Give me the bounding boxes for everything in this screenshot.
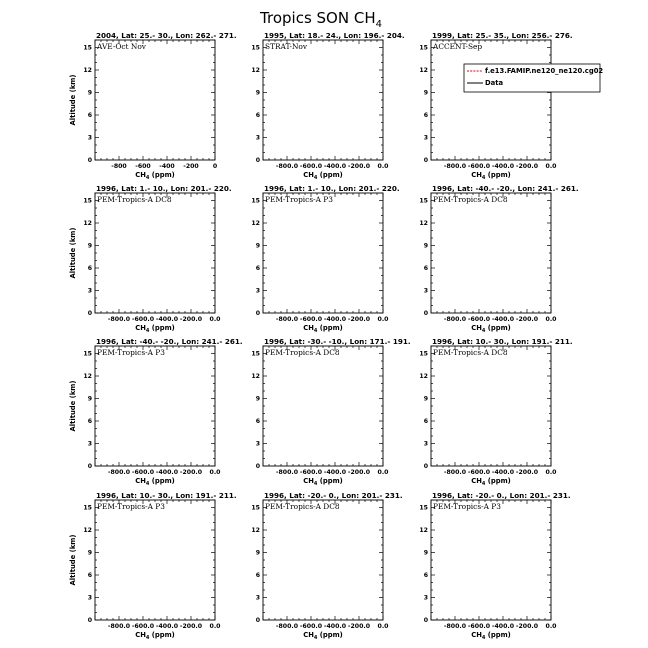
x-tick-label: -200.0	[179, 316, 203, 323]
x-axis-label-text: CH	[135, 324, 146, 332]
x-tick-label: -200.0	[347, 469, 371, 476]
x-tick-label: -800	[111, 163, 127, 170]
x-tick-label: -200.0	[515, 316, 539, 323]
x-tick-label: -400.0	[491, 469, 515, 476]
panel-header: 1996, Lat: -40.- -20., Lon: 241.- 261.	[96, 337, 243, 346]
x-axis-label-unit: (ppm)	[317, 631, 343, 639]
x-tick-label: -400.0	[491, 623, 515, 630]
x-axis-label-subscript: 4	[313, 328, 318, 334]
x-axis-label-unit: (ppm)	[149, 477, 175, 485]
x-axis-label-subscript: 4	[481, 481, 486, 487]
y-tick-label: 0	[87, 157, 92, 164]
x-tick-label: -600.0	[299, 316, 323, 323]
chart-title-text: Tropics SON CH	[260, 9, 376, 27]
x-tick-label: -600.0	[131, 469, 155, 476]
plot-frame	[263, 193, 383, 313]
x-tick-label: -800.0	[275, 469, 299, 476]
y-tick-label: 12	[251, 67, 260, 74]
y-tick-label: 12	[419, 220, 428, 227]
x-tick-label: 0.0	[377, 163, 389, 170]
y-tick-label: 12	[83, 67, 92, 74]
y-tick-label: 15	[419, 197, 428, 205]
x-axis-label-text: CH	[303, 477, 314, 485]
y-tick-label: 15	[419, 350, 428, 358]
legend-label: Data	[485, 79, 504, 87]
y-tick-label: 6	[87, 265, 92, 272]
y-tick-label: 3	[87, 134, 92, 142]
chart-title-subscript: 4	[375, 19, 382, 30]
y-tick-label: 3	[87, 594, 92, 602]
x-tick-label: -800.0	[443, 163, 467, 170]
panel	[69, 337, 243, 487]
y-tick-label: 9	[423, 549, 428, 557]
x-axis-label-text: CH	[471, 477, 482, 485]
panel-label: PEM-Tropics-A DC8	[433, 195, 508, 204]
x-tick-label: 0.0	[545, 316, 557, 323]
panel-grid	[69, 31, 603, 641]
y-tick-label: 15	[251, 350, 260, 358]
plot-frame	[431, 500, 551, 620]
x-tick-label: -400.0	[155, 623, 179, 630]
y-axis-label: Altitude (km)	[69, 74, 77, 126]
y-tick-label: 6	[423, 265, 428, 272]
x-tick-label: -600.0	[299, 163, 323, 170]
y-tick-label: 6	[255, 265, 260, 272]
x-tick-label: -800.0	[275, 163, 299, 170]
x-tick-label: 0.0	[377, 623, 389, 630]
y-tick-label: 0	[255, 157, 260, 164]
y-tick-label: 15	[251, 197, 260, 205]
y-axis-label: Altitude (km)	[69, 380, 77, 432]
x-tick-label: -400.0	[323, 623, 347, 630]
plot-frame	[431, 193, 551, 313]
y-tick-label: 15	[251, 44, 260, 52]
panel-header: 1996, Lat: -20.- 0., Lon: 201.- 231.	[432, 491, 571, 500]
panel-header: 1996, Lat: 1.- 10., Lon: 201.- 220.	[96, 184, 232, 193]
y-tick-label: 6	[255, 572, 260, 579]
x-tick-label: -600.0	[467, 316, 491, 323]
x-axis-label	[471, 631, 511, 641]
y-tick-label: 9	[87, 242, 92, 250]
x-axis-label-unit: (ppm)	[149, 631, 175, 639]
y-tick-label: 6	[87, 112, 92, 119]
y-tick-label: 12	[251, 373, 260, 380]
y-tick-label: 9	[255, 549, 260, 557]
plot-frame	[431, 40, 551, 160]
plot-frame	[263, 346, 383, 466]
x-axis-label-subscript: 4	[313, 481, 318, 487]
x-tick-label: -200.0	[347, 623, 371, 630]
x-axis-label-text: CH	[303, 631, 314, 639]
y-axis-label: Altitude (km)	[69, 227, 77, 279]
legend-label: f.e13.FAMIP.ne120_ne120.cg02	[485, 67, 604, 75]
x-axis-label-unit: (ppm)	[149, 324, 175, 332]
x-tick-label: 0.0	[209, 469, 221, 476]
y-tick-label: 6	[87, 418, 92, 425]
panel-label: PEM-Tropics-A P3	[97, 502, 165, 511]
x-axis-label	[303, 324, 343, 334]
y-tick-label: 12	[251, 220, 260, 227]
x-tick-label: 0.0	[377, 469, 389, 476]
y-tick-label: 9	[423, 395, 428, 403]
y-axis-label: Altitude (km)	[69, 534, 77, 586]
x-tick-label: 0.0	[545, 469, 557, 476]
x-axis-label	[135, 324, 175, 334]
y-tick-label: 6	[423, 418, 428, 425]
x-tick-label: -400.0	[323, 316, 347, 323]
panel-label: PEM-Tropics-A DC8	[265, 348, 340, 357]
x-tick-label: -600.0	[299, 469, 323, 476]
plot-frame	[263, 500, 383, 620]
x-tick-label: -600.0	[467, 163, 491, 170]
panel	[251, 184, 399, 334]
y-tick-label: 0	[423, 617, 428, 624]
panel	[419, 31, 603, 181]
x-axis-label	[135, 477, 175, 487]
x-tick-label: 0	[212, 163, 218, 170]
x-tick-label: -400	[159, 163, 175, 170]
panel	[251, 31, 404, 181]
x-axis-label-subscript: 4	[481, 635, 486, 641]
x-axis-label-subscript: 4	[481, 328, 486, 334]
y-tick-label: 3	[255, 440, 260, 448]
panel-header: 2004, Lat: 25.- 30., Lon: 262.- 271.	[96, 31, 237, 40]
plot-frame	[95, 346, 215, 466]
panel-label: PEM-Tropics-A P3	[265, 195, 333, 204]
x-tick-label: -200.0	[179, 623, 203, 630]
x-tick-label: -600	[135, 163, 151, 170]
y-tick-label: 15	[419, 44, 428, 52]
y-tick-label: 9	[87, 395, 92, 403]
y-tick-label: 0	[87, 617, 92, 624]
panel	[419, 491, 570, 641]
y-tick-label: 3	[423, 594, 428, 602]
y-tick-label: 3	[255, 287, 260, 295]
x-tick-label: -800.0	[443, 623, 467, 630]
x-axis-label-subscript: 4	[145, 481, 150, 487]
y-tick-label: 6	[423, 112, 428, 119]
x-axis-label	[471, 171, 511, 181]
y-tick-label: 0	[87, 463, 92, 470]
x-tick-label: -600.0	[299, 623, 323, 630]
x-axis-label-unit: (ppm)	[317, 477, 343, 485]
x-tick-label: -200.0	[179, 469, 203, 476]
x-tick-label: -200.0	[515, 163, 539, 170]
x-axis-label-subscript: 4	[313, 635, 318, 641]
x-tick-label: -400.0	[155, 316, 179, 323]
y-tick-label: 15	[83, 44, 92, 52]
panel	[69, 491, 237, 641]
y-tick-label: 6	[255, 112, 260, 119]
x-axis-label-text: CH	[135, 171, 146, 179]
x-axis-label-subscript: 4	[313, 175, 318, 181]
y-tick-label: 3	[87, 440, 92, 448]
panel-label: AVE-Oct Nov	[97, 42, 146, 51]
x-tick-label: -800.0	[107, 469, 131, 476]
plot-frame	[431, 346, 551, 466]
y-tick-label: 3	[423, 287, 428, 295]
x-axis-label-text: CH	[135, 631, 146, 639]
plot-frame	[263, 40, 383, 160]
y-tick-label: 12	[419, 527, 428, 534]
x-axis-label	[303, 477, 343, 487]
x-axis-label-subscript: 4	[481, 175, 486, 181]
y-tick-label: 6	[87, 572, 92, 579]
x-tick-label: -800.0	[275, 623, 299, 630]
panel	[251, 491, 402, 641]
panel	[251, 337, 410, 487]
panel-header: 1996, Lat: 1.- 10., Lon: 201.- 220.	[264, 184, 400, 193]
y-tick-label: 15	[83, 197, 92, 205]
x-tick-label: -200.0	[515, 469, 539, 476]
y-tick-label: 15	[83, 350, 92, 358]
x-axis-label-text: CH	[471, 631, 482, 639]
x-axis-label	[303, 631, 343, 641]
x-axis-label-subscript: 4	[145, 175, 150, 181]
panel	[419, 337, 572, 487]
y-tick-label: 0	[423, 157, 428, 164]
chart-title	[259, 9, 382, 30]
x-axis-label-unit: (ppm)	[485, 477, 511, 485]
x-axis-label-text: CH	[135, 477, 146, 485]
x-axis-label	[303, 171, 343, 181]
y-tick-label: 9	[87, 89, 92, 97]
panel-label: PEM-Tropics-A DC8	[265, 502, 340, 511]
y-tick-label: 0	[423, 310, 428, 317]
x-tick-label: 0.0	[545, 163, 557, 170]
x-tick-label: -800.0	[443, 316, 467, 323]
y-tick-label: 12	[83, 373, 92, 380]
y-tick-label: 3	[255, 594, 260, 602]
y-tick-label: 9	[423, 89, 428, 97]
y-tick-label: 3	[423, 440, 428, 448]
y-tick-label: 0	[255, 310, 260, 317]
y-tick-label: 3	[423, 134, 428, 142]
y-tick-label: 12	[83, 527, 92, 534]
y-tick-label: 15	[83, 504, 92, 512]
y-tick-label: 12	[251, 527, 260, 534]
panel	[419, 184, 578, 334]
panel-header: 1995, Lat: 18.- 24., Lon: 196.- 204.	[264, 31, 405, 40]
panel-header: 1996, Lat: -40.- -20., Lon: 241.- 261.	[432, 184, 579, 193]
x-tick-label: 0.0	[209, 623, 221, 630]
x-axis-label	[135, 631, 175, 641]
x-tick-label: -600.0	[131, 623, 155, 630]
y-tick-label: 9	[87, 549, 92, 557]
y-tick-label: 0	[255, 463, 260, 470]
x-axis-label-unit: (ppm)	[485, 171, 511, 179]
x-axis-label-unit: (ppm)	[485, 631, 511, 639]
x-axis-label-text: CH	[471, 324, 482, 332]
y-tick-label: 6	[423, 572, 428, 579]
x-axis-label-text: CH	[303, 324, 314, 332]
x-axis-label-text: CH	[471, 171, 482, 179]
x-axis-label	[471, 324, 511, 334]
panel-label: PEM-Tropics-A P3	[97, 348, 165, 357]
y-tick-label: 3	[255, 134, 260, 142]
x-tick-label: -800.0	[107, 623, 131, 630]
panel	[69, 31, 237, 181]
x-tick-label: -400.0	[491, 316, 515, 323]
panel-label: PEM-Tropics-A DC8	[97, 195, 172, 204]
x-axis-label	[135, 171, 175, 181]
y-tick-label: 12	[83, 220, 92, 227]
panel-header: 1996, Lat: -30.- -10., Lon: 171.- 191.	[264, 337, 411, 346]
x-axis-label-subscript: 4	[145, 635, 150, 641]
panel-header: 1996, Lat: 10.- 30., Lon: 191.- 211.	[432, 337, 573, 346]
x-tick-label: -600.0	[467, 469, 491, 476]
x-tick-label: -200.0	[515, 623, 539, 630]
panel	[69, 184, 232, 334]
x-tick-label: -400.0	[491, 163, 515, 170]
y-tick-label: 9	[255, 89, 260, 97]
x-axis-label	[471, 477, 511, 487]
plot-frame	[95, 500, 215, 620]
x-tick-label: -800.0	[275, 316, 299, 323]
y-tick-label: 9	[423, 242, 428, 250]
x-tick-label: -200.0	[347, 163, 371, 170]
x-tick-label: -800.0	[107, 316, 131, 323]
x-axis-label-subscript: 4	[145, 328, 150, 334]
y-tick-label: 0	[255, 617, 260, 624]
x-tick-label: 0.0	[377, 316, 389, 323]
y-tick-label: 9	[255, 395, 260, 403]
x-tick-label: -400.0	[155, 469, 179, 476]
y-tick-label: 6	[255, 418, 260, 425]
y-tick-label: 12	[419, 373, 428, 380]
panel-header: 1996, Lat: -20.- 0., Lon: 201.- 231.	[264, 491, 403, 500]
x-tick-label: 0.0	[209, 316, 221, 323]
x-tick-label: -400.0	[323, 163, 347, 170]
y-tick-label: 0	[423, 463, 428, 470]
x-tick-label: -800.0	[443, 469, 467, 476]
x-axis-label-unit: (ppm)	[149, 171, 175, 179]
x-tick-label: -200.0	[347, 316, 371, 323]
x-tick-label: -600.0	[467, 623, 491, 630]
y-tick-label: 3	[87, 287, 92, 295]
y-tick-label: 15	[419, 504, 428, 512]
y-tick-label: 0	[87, 310, 92, 317]
x-tick-label: -200	[183, 163, 199, 170]
panel-label: PEM-Tropics-A DC8	[433, 348, 508, 357]
plot-frame	[95, 40, 215, 160]
panel-header: 1996, Lat: 10.- 30., Lon: 191.- 211.	[96, 491, 237, 500]
panel-label: ACCENT-Sep	[433, 42, 483, 51]
y-tick-label: 15	[251, 504, 260, 512]
panel-header: 1999, Lat: 25.- 35., Lon: 256.- 276.	[432, 31, 573, 40]
y-tick-label: 12	[419, 67, 428, 74]
x-tick-label: -600.0	[131, 316, 155, 323]
x-tick-label: -400.0	[323, 469, 347, 476]
x-axis-label-unit: (ppm)	[485, 324, 511, 332]
panel-label: STRAT-Nov	[265, 42, 308, 51]
x-axis-label-unit: (ppm)	[317, 171, 343, 179]
panel-label: PEM-Tropics-A P3	[433, 502, 501, 511]
x-axis-label-text: CH	[303, 171, 314, 179]
legend	[464, 64, 603, 92]
y-tick-label: 9	[255, 242, 260, 250]
x-axis-label-unit: (ppm)	[317, 324, 343, 332]
plot-frame	[95, 193, 215, 313]
x-tick-label: 0.0	[545, 623, 557, 630]
